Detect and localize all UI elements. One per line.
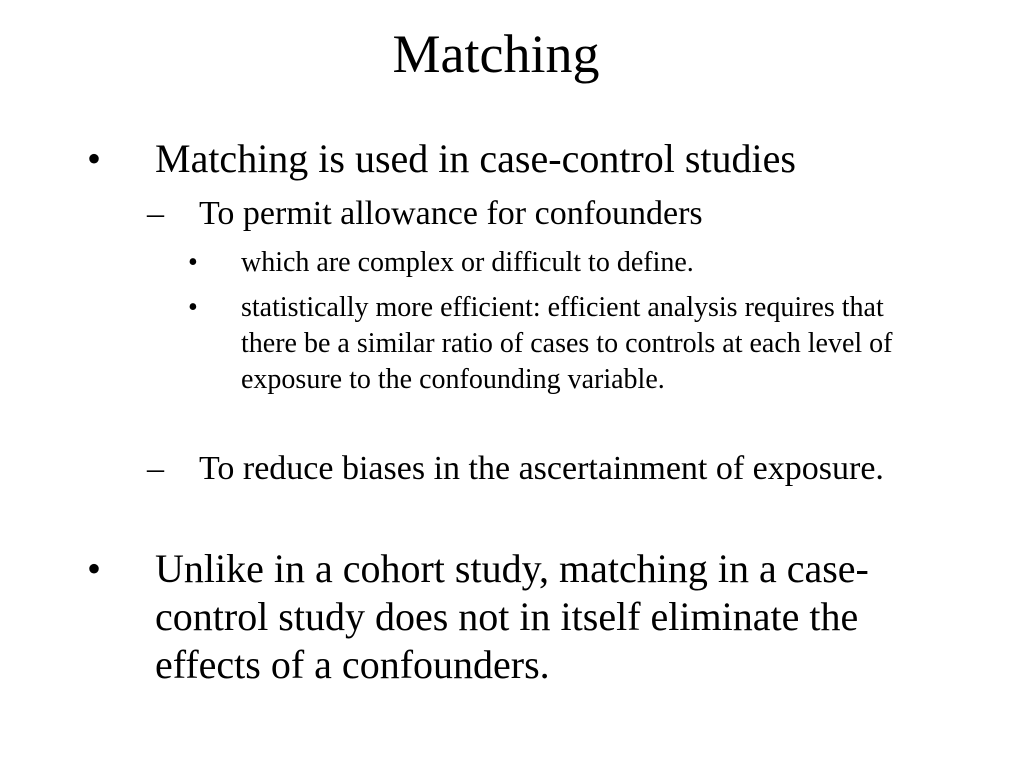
bullet-marker: • xyxy=(188,247,198,278)
sub-sub-bullet-text: which are complex or difficult to define. xyxy=(241,247,694,278)
sub-bullet-item xyxy=(147,447,907,491)
bullet-text: Matching is used in case-control studies xyxy=(155,136,796,181)
bullet-item xyxy=(87,545,937,689)
bullet-marker: • xyxy=(87,546,102,591)
sub-bullet-item xyxy=(147,192,907,236)
dash-marker: – xyxy=(147,195,164,232)
sub-sub-bullet-text: statistically more efficient: efficient analysis requires that there be a similar ratio of cases to controls at each level of exposure to the confounding variable. xyxy=(241,292,893,395)
sub-sub-bullet-item xyxy=(188,245,908,281)
bullet-item xyxy=(87,135,937,183)
sub-bullet-text: To permit allowance for confounders xyxy=(199,195,703,232)
slide-title: Matching xyxy=(392,24,600,84)
bullet-text: Unlike in a cohort study, matching in a case-control study does not in itself eliminate the effects of a confounders. xyxy=(155,546,869,687)
dash-marker: – xyxy=(147,450,164,487)
bullet-marker: • xyxy=(188,292,198,323)
sub-bullet-text: To reduce biases in the ascertainment of exposure. xyxy=(199,450,884,487)
sub-sub-bullet-item xyxy=(188,290,908,398)
bullet-marker: • xyxy=(87,136,102,181)
